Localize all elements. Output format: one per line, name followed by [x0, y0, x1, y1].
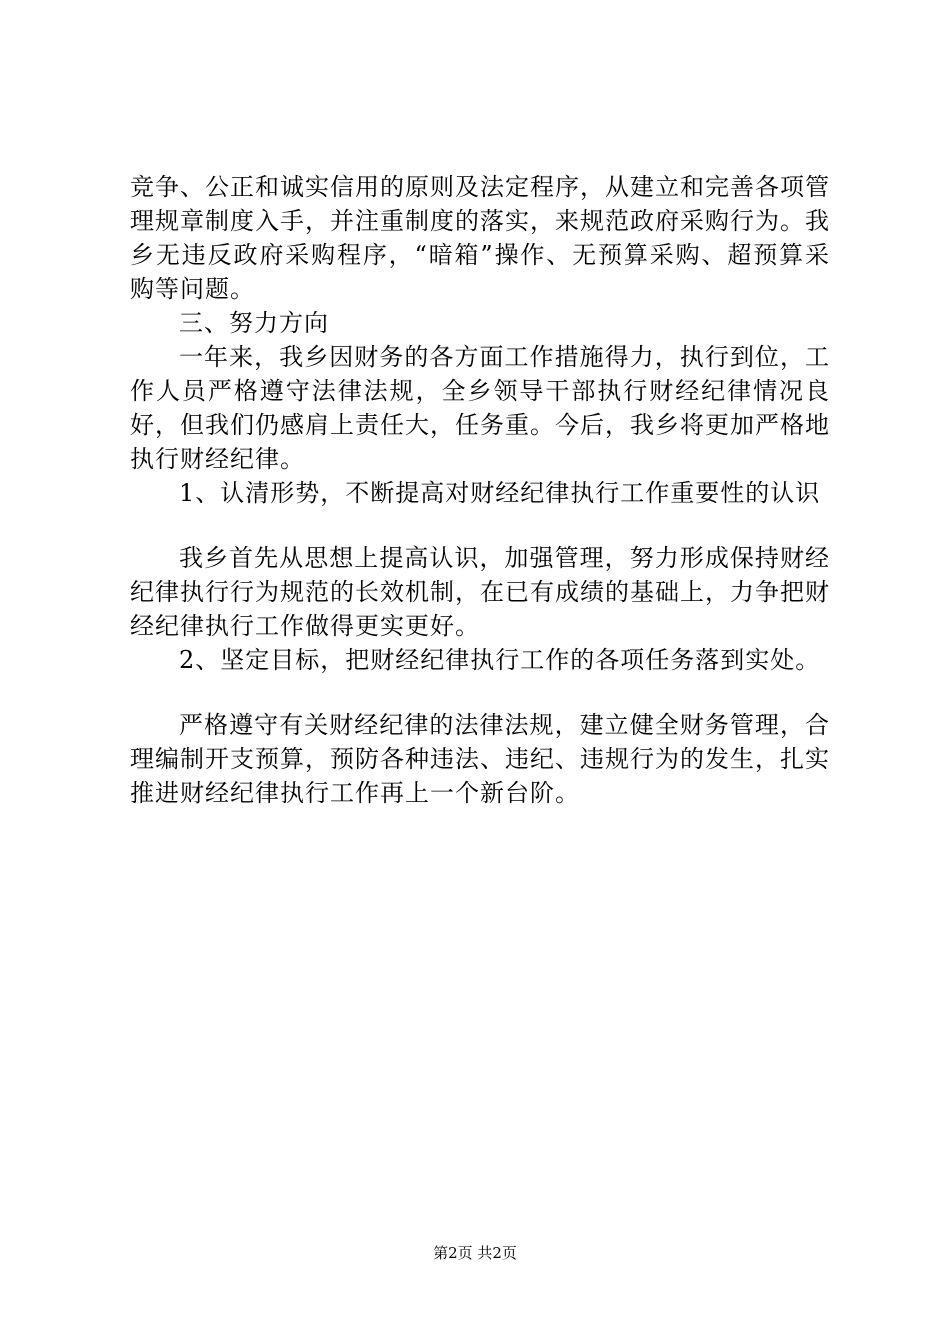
paragraph-year-summary: 一年来，我乡因财务的各方面工作措施得力，执行到位，工作人员严格遵守法律法规，全乡领导干部执行财经纪律情况良好，但我们仍感肩上责任大，任务重。今后，我乡将更加严格地执行财经纪律。 — [130, 343, 830, 473]
paragraph-raise-awareness: 我乡首先从思想上提高认识，加强管理，努力形成保持财经纪律执行行为规范的长效机制，在已有成绩的基础上，力争把财经纪律执行工作做得更实更好。 — [130, 544, 830, 640]
page-footer — [0, 1243, 950, 1263]
subheading-firm-goals: 2、坚定目标，把财经纪律执行工作的各项任务落到实处。 — [179, 646, 821, 674]
paragraph-procurement-compliance: 竞争、公正和诚实信用的原则及法定程序，从建立和完善各项管理规章制度入手，并注重制度的落实，来规范政府采购行为。我乡无违反政府采购程序，“暗箱”操作、无预算采购、超预算采购等问题。 — [130, 173, 830, 303]
paragraph-comply-regulations: 严格遵守有关财经纪律的法律法规，建立健全财务管理，合理编制开支预算，预防各种违法、违纪、违规行为的发生，扎实推进财经纪律执行工作再上一个新台阶。 — [130, 711, 830, 807]
subheading-recognize-situation: 1、认清形势，不断提高对财经纪律执行工作重要性的认识 — [179, 479, 821, 507]
document-body — [130, 170, 830, 810]
section-heading-direction: 三、努力方向 — [179, 309, 329, 337]
page-number-indicator: 第2页 共2页 — [433, 1244, 517, 1262]
